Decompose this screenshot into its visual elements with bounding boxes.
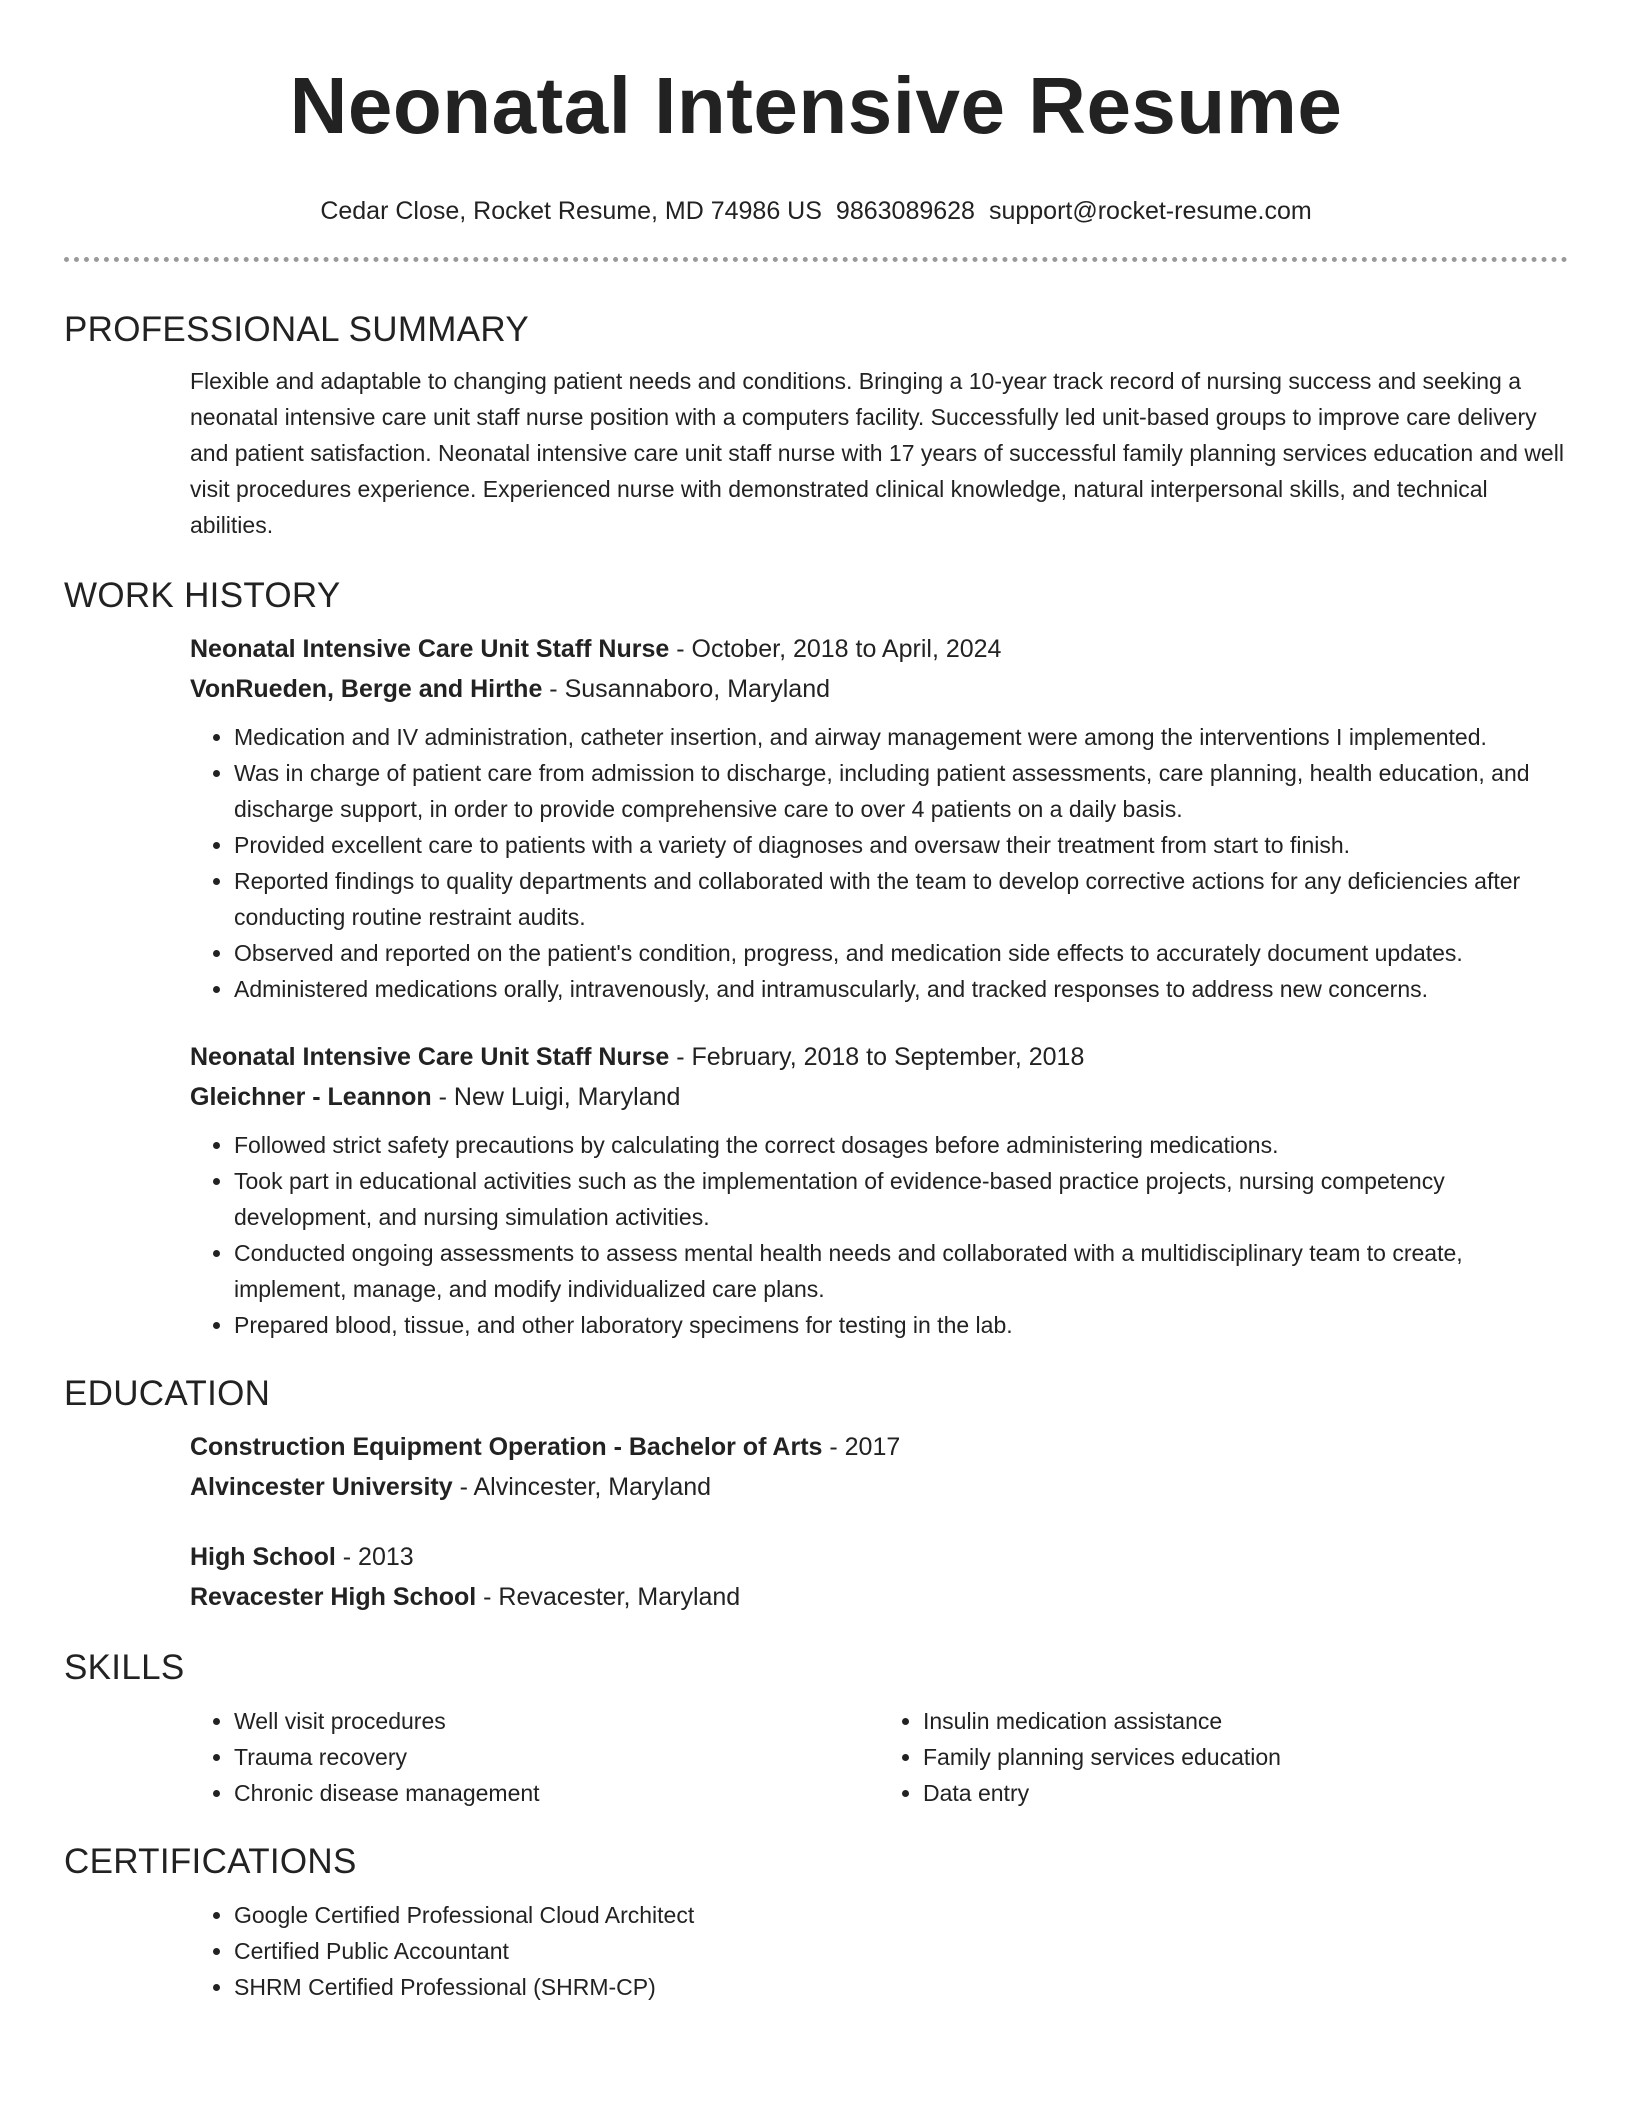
list-item: • Chronic disease management <box>234 1775 879 1811</box>
job-employer-line <box>190 669 1568 709</box>
list-item: • Prepared blood, tissue, and other laboratory specimens for testing in the lab. <box>234 1307 1568 1343</box>
education-school: Alvincester University <box>190 1473 453 1501</box>
section-title-work-history: WORK HISTORY <box>64 576 341 615</box>
job-employer: Gleichner - Leannon <box>190 1083 432 1111</box>
skills-list-right <box>879 1703 1568 1811</box>
job-title-line <box>190 1037 1568 1077</box>
job-employer: VonRueden, Berge and Hirthe <box>190 675 543 703</box>
header-divider <box>64 257 1568 262</box>
job-bullets <box>190 1127 1568 1343</box>
section-title-certifications: CERTIFICATIONS <box>64 1842 357 1881</box>
education-entry <box>190 1537 1568 1617</box>
education-section <box>64 1427 1568 1617</box>
education-entry <box>190 1427 1568 1507</box>
education-school: Revacester High School <box>190 1583 477 1611</box>
education-degree-line <box>190 1427 1568 1467</box>
job-position: Neonatal Intensive Care Unit Staff Nurse <box>190 1043 670 1071</box>
certifications-list <box>190 1897 1568 2005</box>
list-item: • Administered medications orally, intravenously, and intramuscularly, and tracked responses to address new concerns. <box>234 971 1568 1007</box>
job-entry <box>190 1037 1568 1343</box>
education-school-line <box>190 1577 1568 1617</box>
contact-address: Cedar Close, Rocket Resume, MD 74986 US <box>320 197 822 225</box>
list-item: • SHRM Certified Professional (SHRM-CP) <box>234 1969 1568 2005</box>
list-item: • Well visit procedures <box>234 1703 879 1739</box>
education-year: - 2017 <box>822 1433 901 1461</box>
education-school-line <box>190 1467 1568 1507</box>
section-title-summary: PROFESSIONAL SUMMARY <box>64 310 529 349</box>
education-degree: Construction Equipment Operation - Bachelor of Arts <box>190 1433 823 1461</box>
section-title-education: EDUCATION <box>64 1374 271 1413</box>
contact-phone: 9863089628 <box>835 197 975 225</box>
job-title-line <box>190 629 1568 669</box>
work-history-section <box>64 629 1568 1343</box>
list-item: • Insulin medication assistance <box>923 1703 1568 1739</box>
certifications-section <box>64 1897 1568 2005</box>
skills-list-left <box>190 1703 879 1811</box>
job-location: - Susannaboro, Maryland <box>542 675 831 703</box>
job-entry <box>190 629 1568 1007</box>
education-degree: High School <box>190 1543 336 1571</box>
list-item: • Provided excellent care to patients with a variety of diagnoses and oversaw their treatment from start to finish. <box>234 827 1568 863</box>
education-location: - Alvincester, Maryland <box>452 1473 712 1501</box>
job-dates: - February, 2018 to September, 2018 <box>669 1043 1085 1071</box>
job-employer-line <box>190 1077 1568 1117</box>
resume-title: Neonatal Intensive Resume <box>289 61 1343 150</box>
education-year: - 2013 <box>335 1543 414 1571</box>
education-location: - Revacester, Maryland <box>476 1583 741 1611</box>
contact-email: support@rocket-resume.com <box>988 197 1312 225</box>
job-dates: - October, 2018 to April, 2024 <box>669 635 1002 663</box>
contact-line <box>64 196 1568 226</box>
list-item: • Medication and IV administration, catheter insertion, and airway management were among the interventions I implemented. <box>234 719 1568 755</box>
job-location: - New Luigi, Maryland <box>431 1083 681 1111</box>
list-item: • Family planning services education <box>923 1739 1568 1775</box>
list-item: • Data entry <box>923 1775 1568 1811</box>
list-item: • Certified Public Accountant <box>234 1933 1568 1969</box>
job-bullets <box>190 719 1568 1007</box>
list-item: • Google Certified Professional Cloud Architect <box>234 1897 1568 1933</box>
list-item: • Reported findings to quality departments and collaborated with the team to develop corrective actions for any deficiencies after conducting routine restraint audits. <box>234 863 1568 935</box>
job-position: Neonatal Intensive Care Unit Staff Nurse <box>190 635 670 663</box>
education-degree-line <box>190 1537 1568 1577</box>
list-item: • Conducted ongoing assessments to assess mental health needs and collaborated with a multidisciplinary team to create, implement, manage, and modify individualized care plans. <box>234 1235 1568 1307</box>
skills-section <box>64 1703 1568 1811</box>
summary-text: Flexible and adaptable to changing patient needs and conditions. Bringing a 10-year track record of nursing success and seeking a neonatal intensive care unit staff nurse position with a computers facility. Successfully led unit-based groups to improve care delivery and patient satisfaction. Neonatal intensive care unit staff nurse with 17 years of successful family planning services education and well visit procedures experience. Experienced nurse with demonstrated clinical knowledge, natural interpersonal skills, and technical abilities. <box>190 368 1564 538</box>
list-item: • Trauma recovery <box>234 1739 879 1775</box>
list-item: • Was in charge of patient care from admission to discharge, including patient assessments, care planning, health education, and discharge support, in order to provide comprehensive care to over 4 patients on a daily basis. <box>234 755 1568 827</box>
list-item: • Observed and reported on the patient's condition, progress, and medication side effects to accurately document updates. <box>234 935 1568 971</box>
section-title-skills: SKILLS <box>64 1648 185 1687</box>
summary-section <box>64 363 1568 543</box>
list-item: • Took part in educational activities such as the implementation of evidence-based practice projects, nursing competency development, and nursing simulation activities. <box>234 1163 1568 1235</box>
list-item: • Followed strict safety precautions by calculating the correct dosages before administering medications. <box>234 1127 1568 1163</box>
